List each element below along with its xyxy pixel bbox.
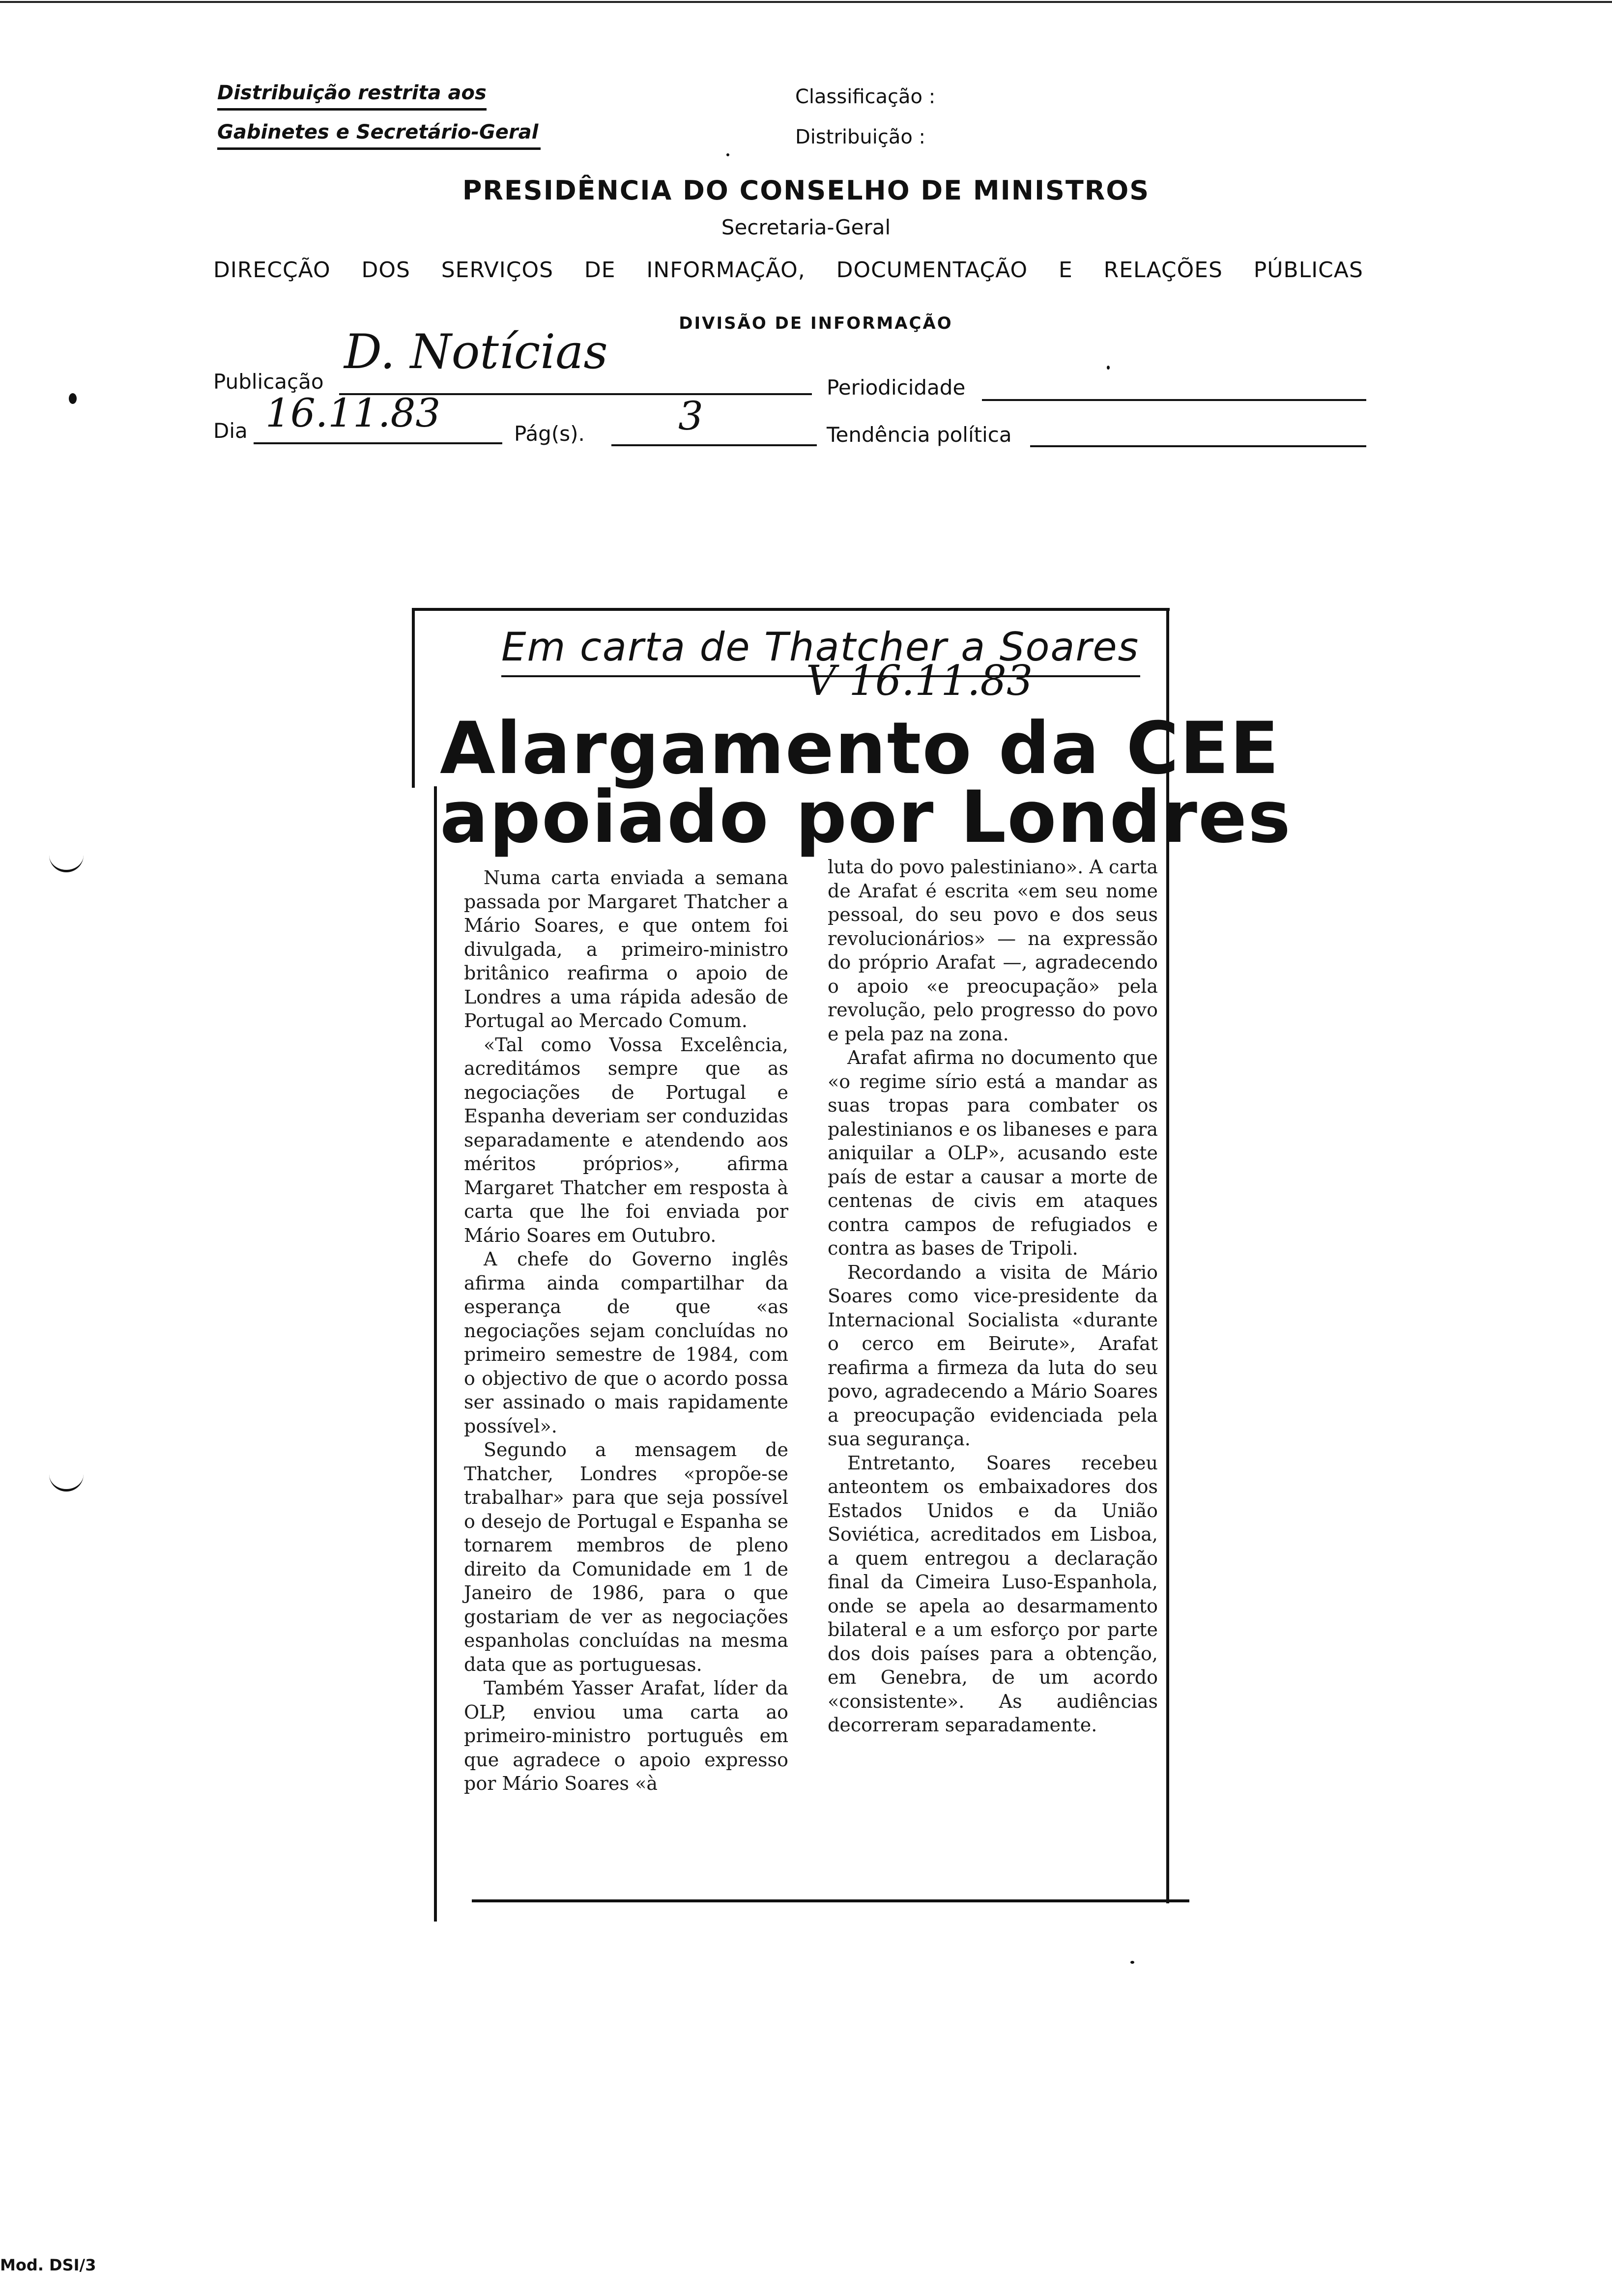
dir-word: PÚBLICAS bbox=[1253, 258, 1363, 283]
secretariat-subtitle: Secretaria-Geral bbox=[721, 215, 891, 239]
paragraph: «Tal como Vossa Excelência, acreditámos sempre que as negociações de Portugal e Espanha deveriam ser conduzidas separadamente e atendendo aos méritos próprios», afirma Margaret Thatcher em resposta à carta que lhe foi enviada por Mário Soares em Outubro. bbox=[464, 1033, 788, 1246]
restricted-underline-1 bbox=[217, 108, 487, 111]
article-column-1 bbox=[464, 866, 788, 1796]
distribution-label: Distribuição : bbox=[795, 126, 926, 148]
margin-mark bbox=[49, 855, 84, 872]
page-line bbox=[611, 444, 817, 446]
publication-label: Publicação bbox=[213, 370, 324, 394]
paragraph: Recordando a visita de Mário Soares como vice-presidente da Internacional Socialista «durante o cerco em Beirute», Arafat reafirma a firmeza da luta do seu povo, agradecendo a Mário Soares a preocupação evidenciada pela sua segurança. bbox=[828, 1261, 1158, 1450]
form-code: Mod. DSI/3 bbox=[0, 2256, 96, 2274]
day-label: Dia bbox=[213, 419, 248, 443]
top-border-rule bbox=[0, 1, 1612, 3]
day-handwritten: 16.11.83 bbox=[265, 390, 441, 436]
speck bbox=[1107, 366, 1110, 370]
restricted-distribution-line1: Distribuição restrita aos bbox=[217, 82, 487, 104]
clipping-border-top bbox=[412, 608, 1170, 611]
dir-word: RELAÇÕES bbox=[1103, 258, 1223, 283]
day-line bbox=[254, 442, 502, 444]
paragraph: Segundo a mensagem de Thatcher, Londres «propõe-se trabalhar» para que seja possível o desejo de Portugal e Espanha se tornarem membros de pleno direito da Comunidade em 1 de Janeiro de 1986, para o que gostariam de ver as negociações espanholas concluídas na mesma data que as portuguesas. bbox=[464, 1439, 788, 1675]
speck bbox=[1130, 1961, 1134, 1964]
dir-word: INFORMAÇÃO, bbox=[646, 258, 806, 283]
handwritten-date-stamp: V 16.11.83 bbox=[806, 657, 1033, 705]
clipping-border-left bbox=[412, 611, 415, 788]
publication-handwritten: D. Notícias bbox=[344, 324, 608, 379]
headline-line2: apoiado por Londres bbox=[440, 775, 1292, 859]
division-label: DIVISÃO DE INFORMAÇÃO bbox=[679, 314, 953, 333]
punch-dot bbox=[69, 393, 77, 404]
article-kicker: Em carta de Thatcher a Soares bbox=[501, 624, 1140, 670]
paragraph: A chefe do Governo inglês afirma ainda compartilhar da esperança de que «as negociações sejam concluídas no primeiro semestre de 1984, com o objectivo de que o acordo possa ser assinado o mais rapidamente possível». bbox=[464, 1248, 788, 1437]
restricted-underline-2 bbox=[217, 147, 541, 150]
dir-word: DIRECÇÃO bbox=[213, 258, 331, 283]
ministry-title: PRESIDÊNCIA DO CONSELHO DE MINISTROS bbox=[462, 175, 1150, 206]
periodicity-label: Periodicidade bbox=[827, 375, 966, 400]
paragraph: Também Yasser Arafat, líder da OLP, enviou uma carta ao primeiro-ministro português em que agradece o apoio expresso por Mário Soares «à bbox=[464, 1677, 788, 1794]
page-handwritten: 3 bbox=[678, 393, 703, 439]
paragraph: Arafat afirma no documento que «o regime sírio está a mandar as suas tropas para combater os palestinianos e os libaneses e para aniquilar a OLP», acusando este país de estar a causar a morte de centenas de civis em ataques contra campos de refugiados e contra as bases de Tripoli. bbox=[828, 1047, 1158, 1259]
periodicity-line bbox=[982, 399, 1366, 401]
margin-mark bbox=[49, 1474, 84, 1492]
clipping-border-bottom bbox=[472, 1899, 1189, 1902]
classification-label: Classificação : bbox=[795, 86, 936, 108]
paragraph: Entretanto, Soares recebeu anteontem os embaixadores dos Estados Unidos e da União Soviética, acreditados em Lisboa, a quem entregou a declaração final da Cimeira Luso-Espanhola, onde se apela ao desarmamento bilateral e a um esforço por parte dos dois países para a obtenção, em Genebra, de um acordo «consistente». As audiências decorreram separadamente. bbox=[828, 1452, 1158, 1736]
tendency-line bbox=[1030, 445, 1366, 447]
dir-word: E bbox=[1058, 258, 1073, 283]
dir-word: SERVIÇOS bbox=[441, 258, 554, 283]
tendency-label: Tendência política bbox=[827, 423, 1012, 447]
paragraph: Numa carta enviada a semana passada por Margaret Thatcher a Mário Soares, e que ontem foi divulgada, a primeiro-ministro britânico reafirma o apoio de Londres a uma rápida adesão de Portugal ao Mercado Comum. bbox=[464, 867, 788, 1032]
dir-word: DE bbox=[584, 258, 616, 283]
directorate-line bbox=[213, 258, 1363, 283]
headline-line1: Alargamento da CEE bbox=[440, 707, 1280, 790]
page-label: Pág(s). bbox=[514, 422, 585, 446]
paragraph: luta do povo palestiniano». A carta de Arafat é escrita «em seu nome pessoal, do seu povo e dos seus revolucionários» — na expressão do próprio Arafat —, agradecendo o apoio «e preocupação» pela revolução, pelo progresso do povo e pela paz na zona. bbox=[828, 856, 1158, 1045]
speck bbox=[726, 153, 729, 156]
restricted-distribution-line2: Gabinetes e Secretário-Geral bbox=[217, 121, 539, 144]
dir-word: DOCUMENTAÇÃO bbox=[836, 258, 1028, 283]
clipping-border-left bbox=[434, 786, 437, 1922]
article-column-2 bbox=[828, 855, 1158, 1737]
dir-word: DOS bbox=[361, 258, 410, 283]
